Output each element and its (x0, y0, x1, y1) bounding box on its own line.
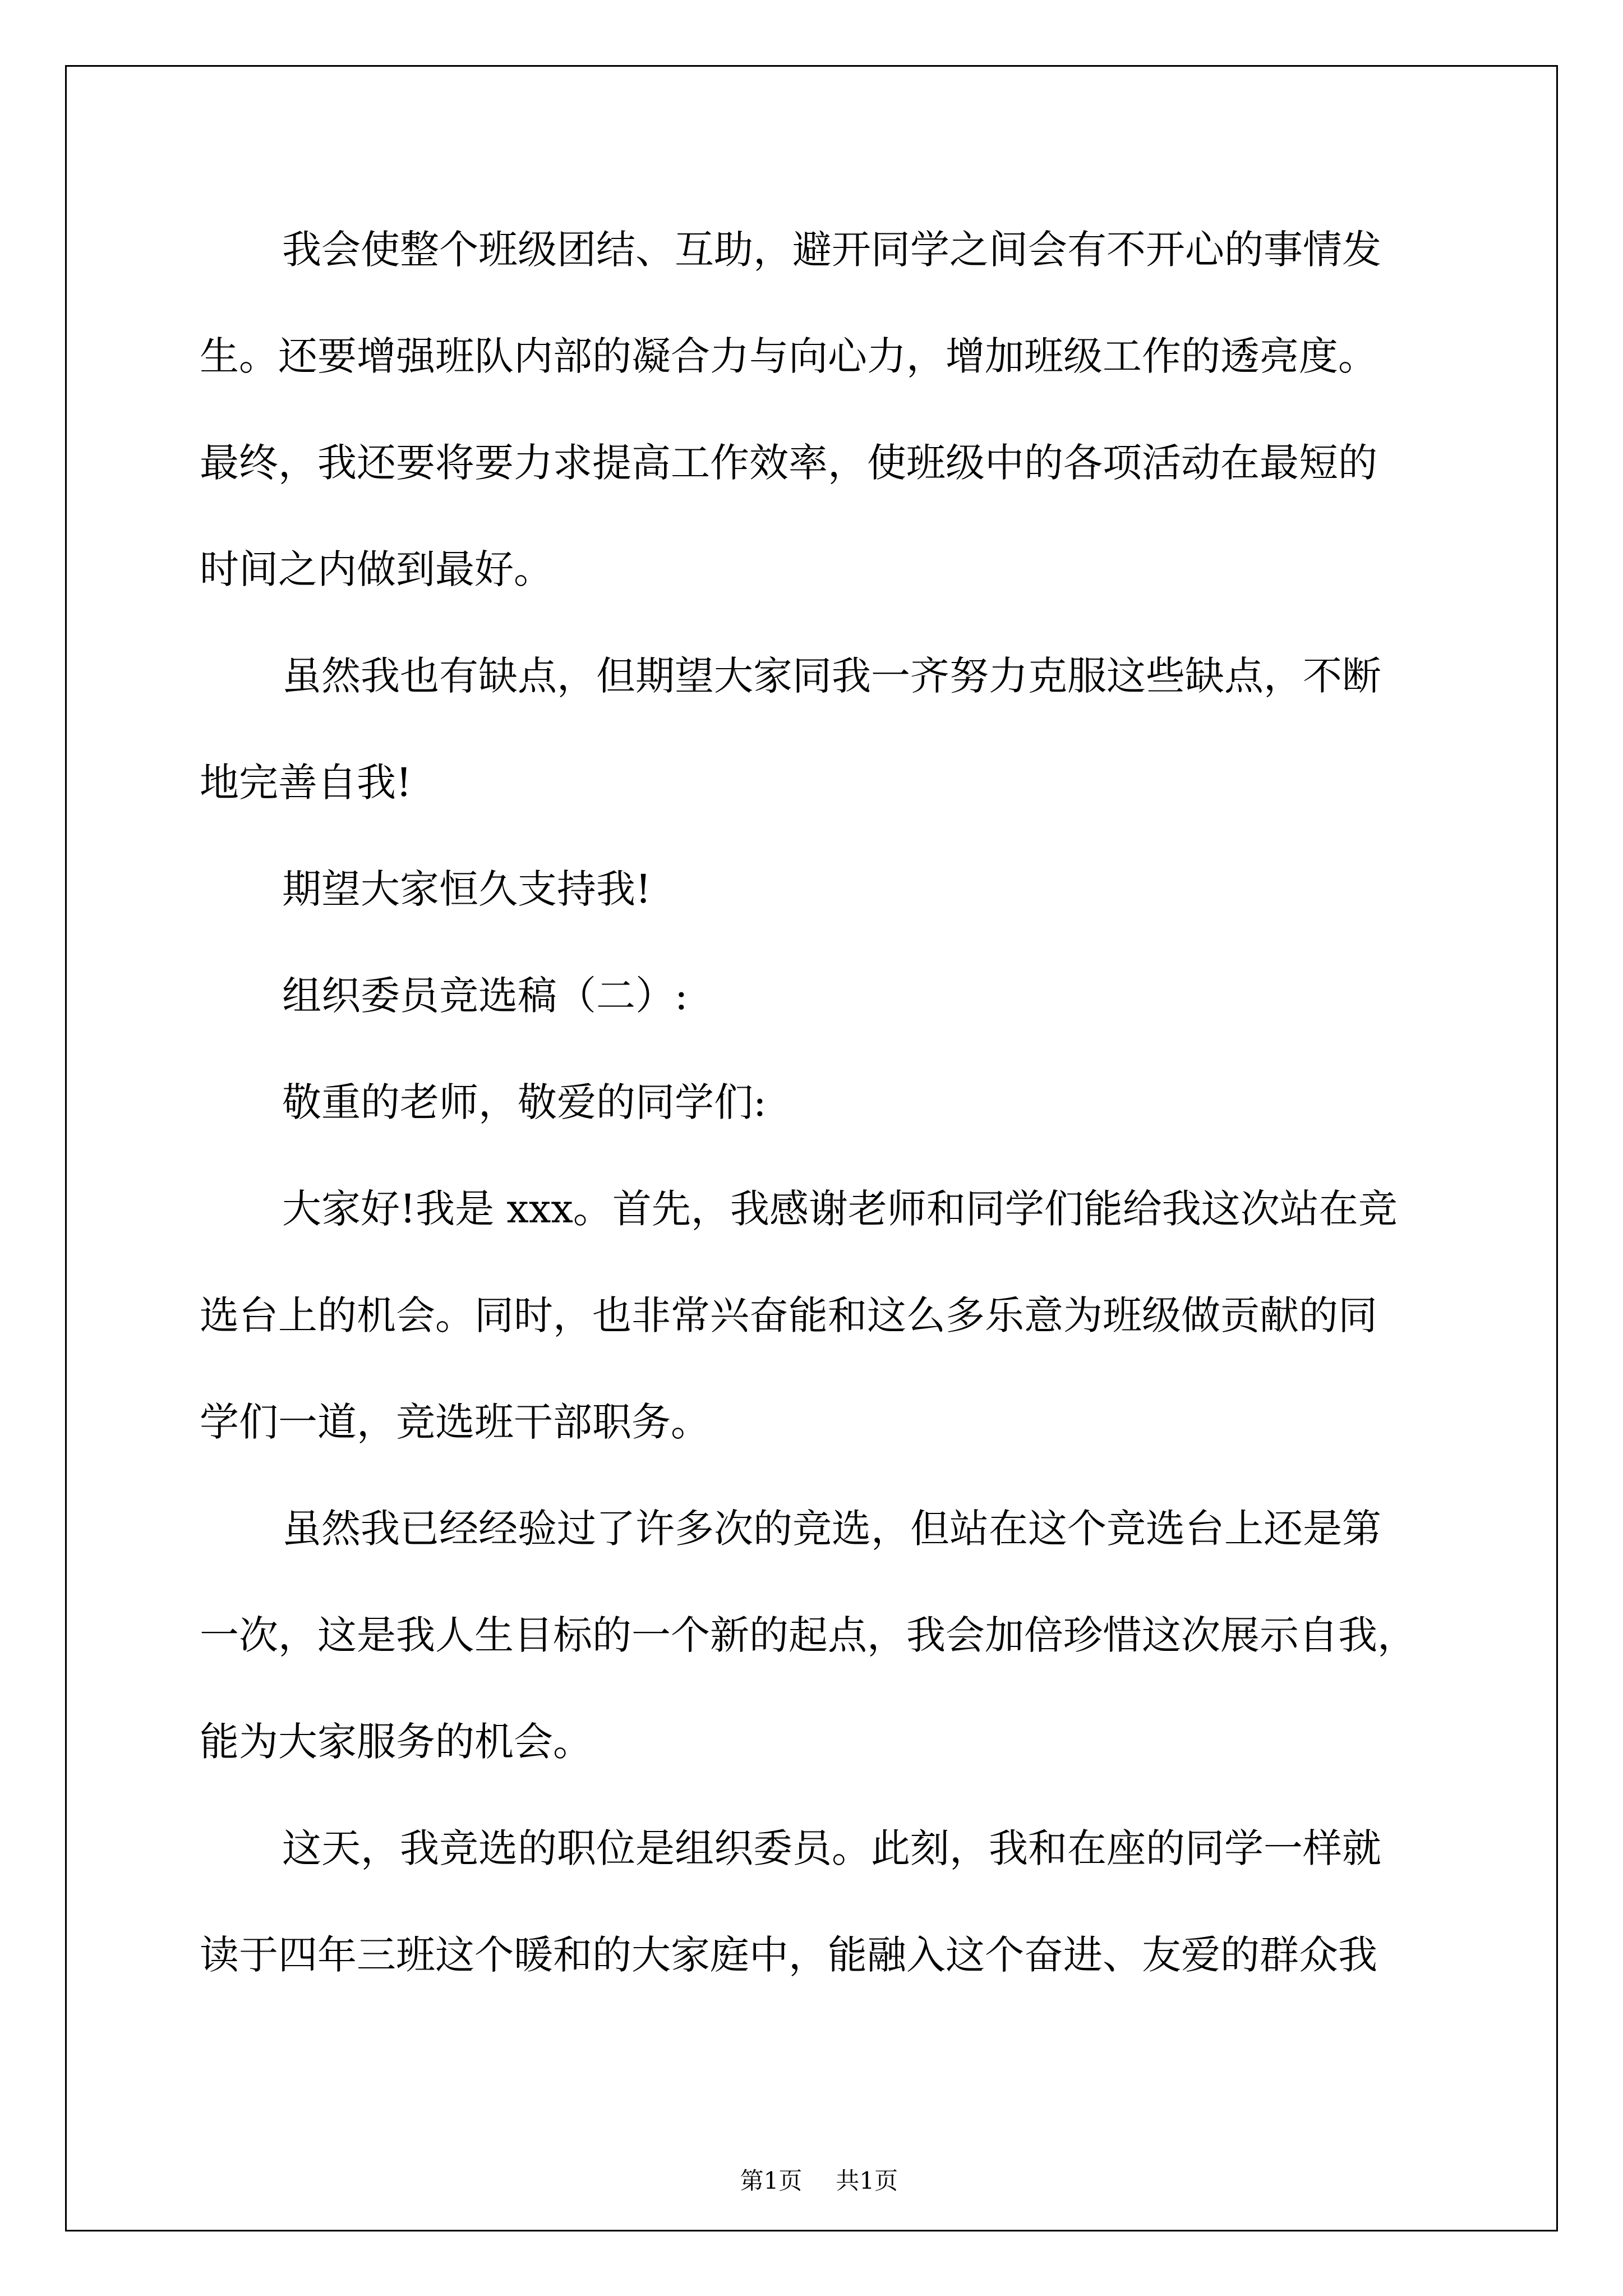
text-line: 期望大家恒久支持我! (282, 866, 652, 912)
text-line: 能为大家服务的机会。 (200, 1719, 592, 1765)
page-number: 第1页 (740, 2167, 803, 2194)
text-line: 生。还要增强班队内部的凝合力与向心力，增加班级工作的透亮度。 (200, 333, 1377, 379)
text-line: 我会使整个班级团结、互助，避开同学之间会有不开心的事情发 (282, 227, 1381, 273)
text-line: 虽然我也有缺点，但期望大家同我一齐努力克服这些缺点，不断 (282, 653, 1381, 699)
page-total: 共1页 (836, 2167, 898, 2194)
text-line: 虽然我已经经验过了许多次的竞选，但站在这个竞选台上还是第 (282, 1506, 1381, 1552)
text-line: 选台上的机会。同时，也非常兴奋能和这么多乐意为班级做贡献的同 (200, 1292, 1377, 1338)
text-line: 时间之内做到最好。 (200, 546, 553, 592)
text-line: 最终，我还要将要力求提高工作效率，使班级中的各项活动在最短的 (200, 440, 1377, 486)
text-line: 一次，这是我人生目标的一个新的起点，我会加倍珍惜这次展示自我， (200, 1612, 1417, 1658)
text-line: 学们一道，竞选班干部职务。 (200, 1399, 710, 1445)
section-heading: 组织委员竞选稿（二）: (282, 973, 688, 1019)
text-line: 读于四年三班这个暖和的大家庭中，能融入这个奋进、友爱的群众我 (200, 1932, 1377, 1978)
text-line: 大家好!我是 xxx。首先，我感谢老师和同学们能给我这次站在竞 (282, 1186, 1398, 1232)
page-footer (0, 2127, 1623, 2194)
text-line: 这天，我竞选的职位是组织委员。此刻，我和在座的同学一样就 (282, 1825, 1381, 1871)
salutation: 敬重的老师，敬爱的同学们: (282, 1079, 767, 1125)
text-line: 地完善自我! (200, 760, 412, 806)
page-border (65, 65, 1558, 2231)
